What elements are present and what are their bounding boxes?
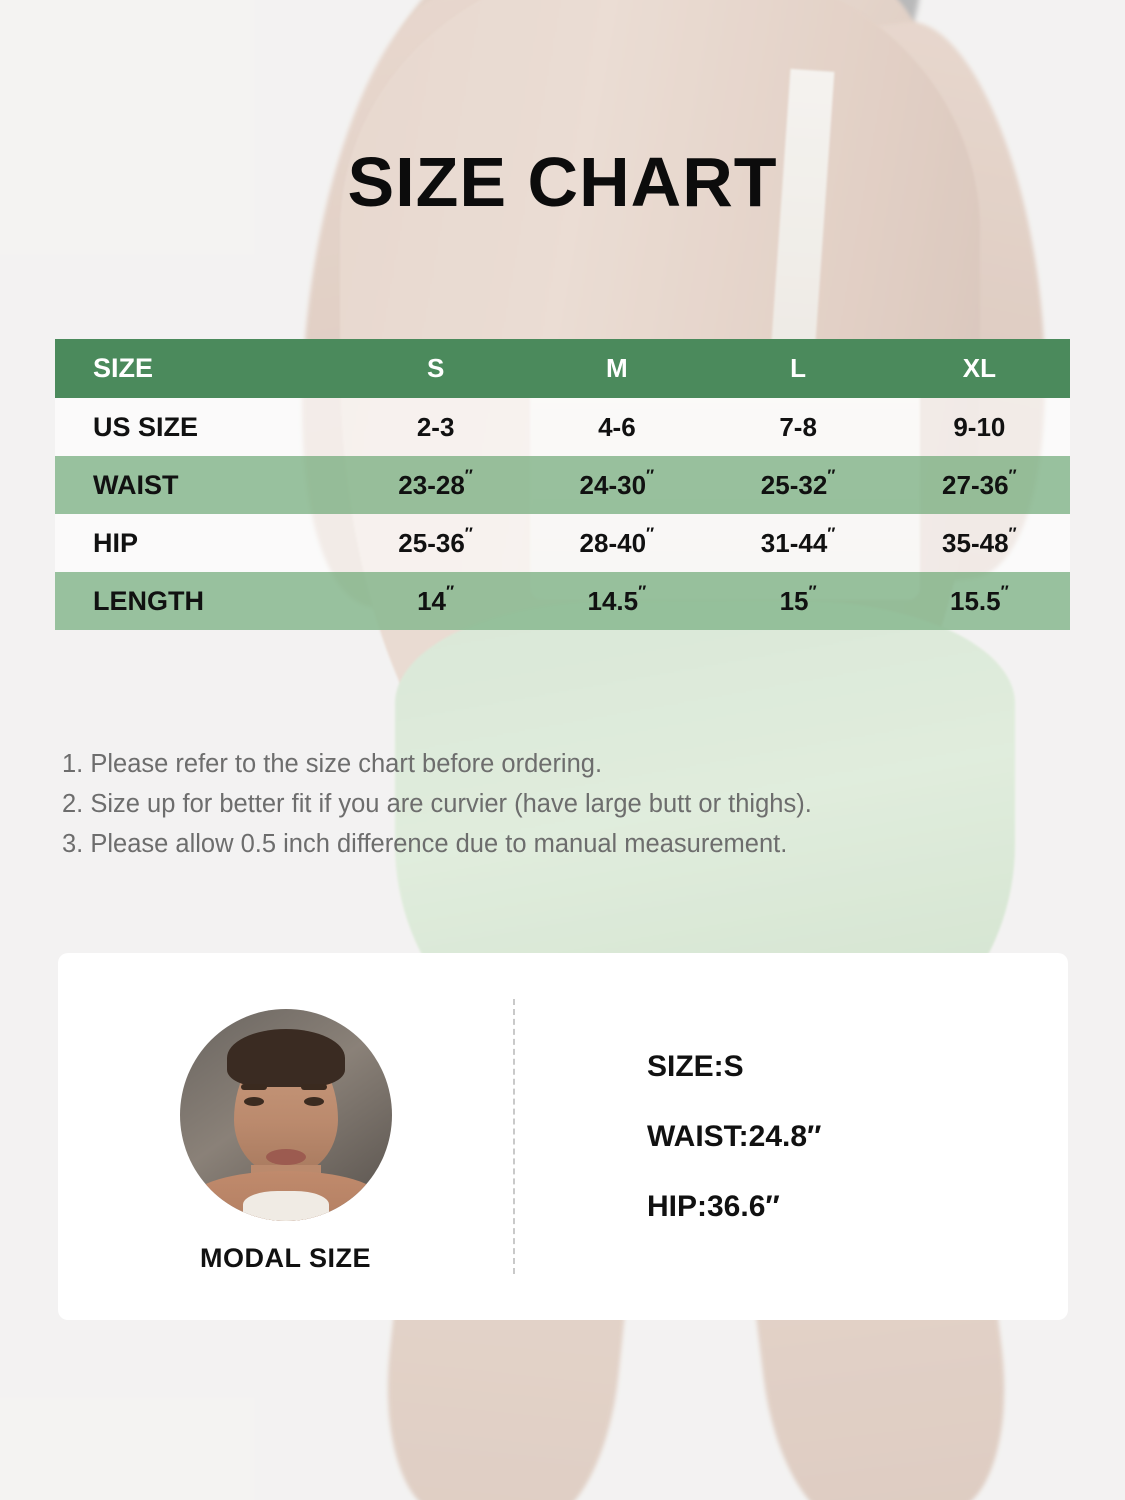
cell-us-size-m: [526, 412, 707, 443]
unit-mark: ″: [1000, 581, 1009, 601]
cell-text: 27-36: [942, 469, 1009, 500]
header-cell-size: SIZE: [93, 353, 154, 383]
note-item: 3. Please allow 0.5 inch difference due to manual measurement.: [62, 830, 788, 858]
model-size-card: [58, 953, 1068, 1320]
unit-mark: ″: [808, 581, 817, 601]
cell-text: 15.5: [949, 585, 1001, 616]
avatar-eye-left: [244, 1097, 264, 1106]
cell-waist-m: [526, 465, 707, 501]
unit-mark: ″: [1008, 523, 1017, 543]
avatar: [180, 1009, 392, 1221]
model-specs: [515, 1050, 1068, 1224]
table-row: [55, 514, 1070, 572]
cell-length-l: [708, 581, 889, 617]
size-chart-table: [55, 339, 1070, 630]
cell-length-m: [526, 581, 707, 617]
note-item: 1. Please refer to the size chart before ordering.: [62, 750, 603, 778]
cell-us-size-xl: [889, 412, 1070, 443]
page-title: SIZE CHART: [347, 143, 778, 221]
cell-text: 28-40: [579, 527, 647, 558]
unit-mark: ″: [638, 581, 647, 601]
cell-length-xl: [889, 581, 1070, 617]
unit-mark: ″: [464, 523, 473, 543]
cell-text: 9-10: [953, 411, 1006, 442]
unit-mark: ″: [827, 465, 836, 485]
cell-text: 4-6: [598, 411, 636, 442]
table-row: [55, 456, 1070, 514]
cell-hip-l: [708, 523, 889, 559]
cell-text: 25-36: [398, 527, 465, 558]
cell-text: 24-30: [579, 469, 647, 500]
note-item: 2. Size up for better fit if you are curvier (have large butt or thighs).: [62, 790, 812, 818]
cell-text: 15: [779, 585, 809, 616]
cell-text: 2-3: [416, 411, 455, 442]
avatar-hairline: [227, 1029, 345, 1087]
cell-length-s: [345, 581, 526, 617]
cell-waist-xl: [889, 465, 1070, 501]
cell-text: 7-8: [779, 411, 817, 442]
spec-hip: HIP:36.6″: [647, 1189, 780, 1223]
cell-us-size-l: [708, 412, 889, 443]
cell-text: 25-32: [760, 469, 828, 500]
spec-size: SIZE:S: [647, 1049, 744, 1083]
cell-text: 23-28: [398, 469, 465, 500]
cell-text: 31-44: [760, 527, 828, 558]
unit-mark: ″: [446, 581, 455, 601]
row-label-waist: WAIST: [93, 469, 179, 500]
avatar-eye-right: [304, 1097, 324, 1106]
row-label-hip: HIP: [93, 527, 139, 558]
cell-hip-s: [345, 523, 526, 559]
notes-list: [62, 744, 1062, 864]
unit-mark: ″: [827, 523, 836, 543]
unit-mark: ″: [646, 523, 655, 543]
cell-text: 14: [417, 585, 446, 616]
spec-waist: WAIST:24.8″: [647, 1119, 822, 1153]
model-photo-column: [58, 999, 513, 1274]
cell-waist-s: [345, 465, 526, 501]
header-cell-m: M: [606, 353, 628, 383]
avatar-brow-left: [241, 1084, 267, 1090]
unit-mark: ″: [1008, 465, 1017, 485]
cell-waist-l: [708, 465, 889, 501]
unit-mark: ″: [464, 465, 473, 485]
cell-text: 35-48: [942, 527, 1009, 558]
header-cell-l: L: [790, 353, 807, 383]
table-row: [55, 572, 1070, 630]
avatar-brow-right: [301, 1084, 327, 1090]
header-cell-xl: XL: [962, 353, 996, 383]
table-header-row: [55, 339, 1070, 398]
avatar-top: [243, 1191, 329, 1221]
table-row: [55, 398, 1070, 456]
cell-text: 14.5: [587, 585, 639, 616]
header-cell-s: S: [426, 353, 445, 383]
unit-mark: ″: [646, 465, 655, 485]
cell-hip-m: [526, 523, 707, 559]
modal-size-caption: MODAL SIZE: [199, 1243, 371, 1273]
cell-us-size-s: [345, 412, 526, 443]
row-label-us-size: US SIZE: [93, 411, 199, 442]
cell-hip-xl: [889, 523, 1070, 559]
row-label-length: LENGTH: [93, 585, 204, 616]
avatar-lips: [266, 1149, 306, 1165]
